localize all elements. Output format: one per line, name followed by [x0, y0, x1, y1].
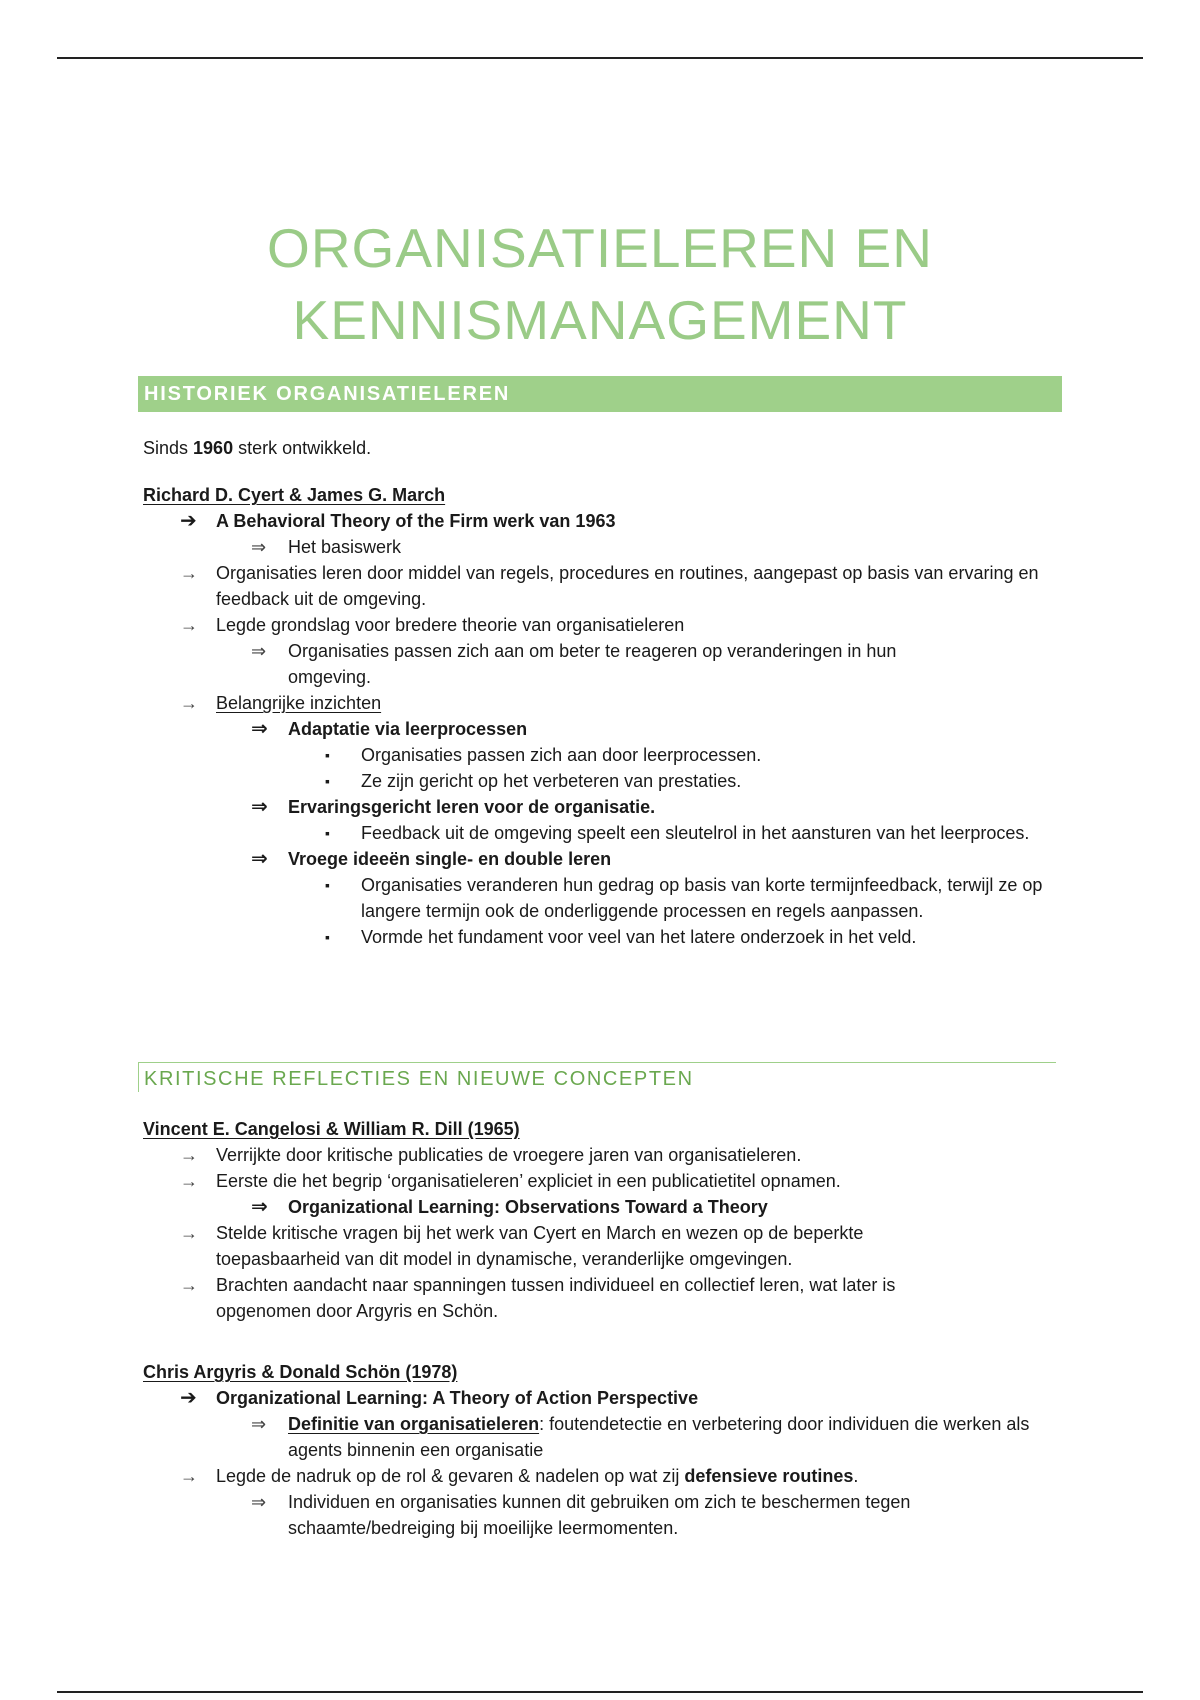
double-arrow-icon: ⇒	[251, 1492, 267, 1512]
intro-year: 1960	[193, 438, 234, 458]
arrow-icon: →	[180, 693, 198, 713]
double-arrow-icon: ⇒	[251, 1196, 268, 1218]
author-heading: Richard D. Cyert & James G. March	[143, 485, 446, 505]
list-item: ▪ Ze zijn gericht op het verbeteren van prestaties.	[143, 768, 1043, 794]
list-item: → Belangrijke inzichten	[143, 690, 1043, 716]
list-item: ▪ Organisaties passen zich aan door leerprocessen.	[143, 742, 1043, 768]
list-item: ➔ Organizational Learning: A Theory of Action Perspective	[180, 1387, 699, 1409]
section-heading-kritische: KRITISCHE REFLECTIES EN NIEUWE CONCEPTEN	[138, 1062, 1056, 1092]
list-item: → Stelde kritische vragen bij het werk van Cyert en March en wezen op de beperkte toepasbaarheid van dit model in dynamische, veranderlijke omgevingen.	[143, 1220, 1043, 1272]
section-heading-historiek: HISTORIEK ORGANISATIELEREN	[138, 376, 1062, 412]
arrow-icon: →	[180, 1171, 198, 1191]
list-item: ▪ Feedback uit de omgeving speelt een sleutelrol in het aansturen van het leerproces.	[143, 820, 1043, 846]
argyris-schon-block	[143, 1359, 1043, 1541]
arrow-icon: →	[180, 1275, 198, 1295]
list-item: → Verrijkte door kritische publicaties de vroegere jaren van organisatieleren.	[143, 1142, 1043, 1168]
double-arrow-icon: ⇒	[251, 848, 268, 870]
square-bullet-icon: ▪	[325, 747, 330, 763]
double-arrow-icon: ⇒	[251, 641, 267, 661]
list-item: ⇒ Adaptatie via leerprocessen	[251, 718, 528, 740]
list-item: ⇒ Definitie van organisatieleren: foutendetectie en verbetering door individuen die werken als agents binnenin een organisatie	[143, 1411, 1043, 1463]
list-item: → Legde de nadruk op de rol & gevaren & nadelen op wat zij defensieve routines.	[143, 1463, 1043, 1489]
arrow-icon: ➔	[180, 510, 197, 532]
list-item: → Legde grondslag voor bredere theorie van organisatieleren	[143, 612, 1043, 638]
document-title	[0, 212, 1200, 356]
arrow-icon: →	[180, 1466, 198, 1486]
list-item: ⇒ Organisaties passen zich aan om beter te reageren op veranderingen in hun omgeving.	[143, 638, 1043, 690]
cangelosi-dill-block	[143, 1116, 1043, 1324]
double-arrow-icon: ⇒	[251, 718, 268, 740]
list-item: → Brachten aandacht naar spanningen tussen individueel en collectief leren, wat later is opgenomen door Argyris en Schön.	[143, 1272, 1043, 1324]
list-item: ⇒ Individuen en organisaties kunnen dit gebruiken om zich te beschermen tegen schaamte/bedreiging bij moeilijke leermomenten.	[143, 1489, 1043, 1541]
list-item: ▪ Organisaties veranderen hun gedrag op basis van korte termijnfeedback, terwijl ze op langere termijn ook de onderliggende processen en regels aanpassen.	[143, 872, 1043, 924]
double-arrow-icon: ⇒	[251, 537, 267, 557]
arrow-icon: ➔	[180, 1387, 197, 1409]
list-item: ⇒ Organizational Learning: Observations Toward a Theory	[251, 1196, 768, 1218]
square-bullet-icon: ▪	[325, 773, 330, 789]
double-arrow-icon: ⇒	[251, 796, 268, 818]
title-line-1: ORGANISATIELEREN EN	[267, 217, 933, 279]
arrow-icon: →	[180, 563, 198, 583]
header-rule	[57, 57, 1143, 59]
list-item: ▪ Vormde het fundament voor veel van het latere onderzoek in het veld.	[143, 924, 1043, 950]
square-bullet-icon: ▪	[325, 877, 330, 893]
list-item: ⇒ Ervaringsgericht leren voor de organisatie.	[251, 796, 656, 818]
intro-paragraph: Sinds 1960 sterk ontwikkeld.	[143, 438, 372, 458]
list-item: ⇒ Vroege ideeën single- en double leren	[251, 848, 612, 870]
list-item: → Organisaties leren door middel van regels, procedures en routines, aangepast op basis van ervaring en feedback uit de omgeving.	[143, 560, 1043, 612]
double-arrow-icon: ⇒	[251, 1414, 267, 1434]
list-item: → Eerste die het begrip ‘organisatieleren’ expliciet in een publicatietitel opnamen.	[143, 1168, 1043, 1194]
footer-rule	[57, 1691, 1143, 1693]
arrow-icon: →	[180, 1223, 198, 1243]
cyert-march-block	[143, 482, 1043, 950]
list-item: ➔ A Behavioral Theory of the Firm werk van 1963	[180, 510, 616, 532]
author-heading: Chris Argyris & Donald Schön (1978)	[143, 1362, 458, 1382]
square-bullet-icon: ▪	[325, 929, 330, 945]
arrow-icon: →	[180, 615, 198, 635]
arrow-icon: →	[180, 1145, 198, 1165]
square-bullet-icon: ▪	[325, 825, 330, 841]
list-item: ⇒ Het basiswerk	[143, 534, 1043, 560]
author-heading: Vincent E. Cangelosi & William R. Dill (1965)	[143, 1119, 520, 1139]
title-line-2: KENNISMANAGEMENT	[292, 289, 908, 351]
